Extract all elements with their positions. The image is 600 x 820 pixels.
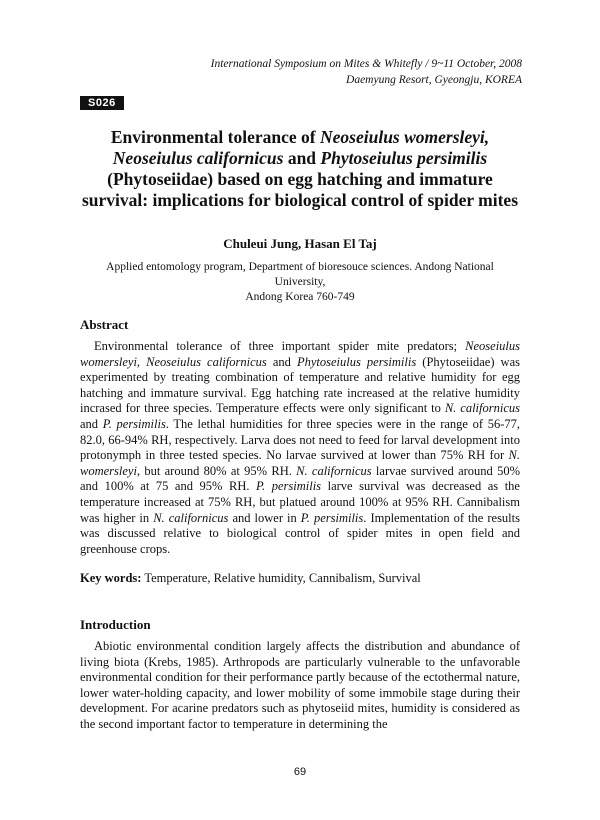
session-tag: S026 xyxy=(80,96,124,110)
title-species-1: Neoseiulus womersleyi, xyxy=(320,127,490,147)
abstract-text: and lower in xyxy=(228,510,301,525)
abstract-species: P. persimilis xyxy=(102,416,166,431)
abstract-text: (Phytoseiidae) was experimented by treating combination of temperature and relative humidity for egg hatching and immature survival. Egg hatching rate increased at the relative humidity incrased for three species. Temperature effects were only significant to xyxy=(80,354,520,416)
abstract-species: P. persimilis xyxy=(300,510,364,525)
abstract-species: N. californicus xyxy=(153,510,229,525)
introduction-body: Abiotic environmental condition largely affects the distribution and abundance of living biota (Krebs, 1985). Arthropods are particularly vulnerable to the unfavorable environmental condition for their performance partly because of the ectothermal nature, lower water-holding capacity, and lower mobility of some immobile stage during their development. For acarine predators such as phytoseiid mites, humidity is considered as the second important factor to temperature in determining the xyxy=(80,639,520,731)
abstract-species: N. californicus xyxy=(444,401,520,416)
abstract-text: Environmental tolerance of three important spider mite predators; xyxy=(94,339,466,353)
title-text: Environmental tolerance of xyxy=(110,127,320,147)
abstract-body xyxy=(80,339,520,557)
abstract-text: and xyxy=(80,416,103,431)
authors: Chuleui Jung, Hasan El Taj xyxy=(223,236,377,251)
page-number: 69 xyxy=(293,766,307,778)
abstract-text: . Implementation of the results was discussed relative to biological control of spider mites in open field and greenhouse crops. xyxy=(80,510,520,556)
introduction-heading: Introduction xyxy=(80,617,151,632)
abstract-species: P. persimilis xyxy=(256,479,322,494)
affiliation xyxy=(80,260,520,305)
running-header xyxy=(211,56,522,88)
affiliation-line-1: Applied entomology program, Department of bioresouce sciences. Andong National University, xyxy=(106,261,494,288)
title-species-3: Phytoseiulus persimilis xyxy=(320,148,488,168)
abstract-text: larve survival was decreased as the temperature increased at 75% RH, but platued around 100% at 95% RH. Cannibalism was higher in xyxy=(80,479,520,525)
keywords xyxy=(80,571,421,586)
abstract-text: , but around 80% at 95% RH. xyxy=(136,463,297,478)
abstract-text: and xyxy=(266,354,297,369)
abstract-text: larvae survived around 50% and 100% at 75 and 95% RH. xyxy=(80,463,520,494)
abstract-species: N. womersleyi xyxy=(80,448,520,478)
header-line-2: Daemyung Resort, Gyeongju, KOREA xyxy=(346,74,522,86)
keywords-text: Temperature, Relative humidity, Cannibalism, Survival xyxy=(141,571,421,585)
abstract-text: . The lethal humidities for three species were in the range of 56-77, 82.0, 66-94% RH, respectively. Larva does not need to feed for larval development into protonymph in three tested species. No larvae survived at lower than 75% RH for xyxy=(80,416,520,463)
header-line-1: International Symposium on Mites & Whitefly / 9~11 October, 2008 xyxy=(210,58,522,70)
abstract-species: Neoseiulus womersleyi, Neoseiulus californicus xyxy=(80,339,520,369)
abstract-heading: Abstract xyxy=(80,317,129,332)
title-rest: (Phytoseiidae) based on egg hatching and immature survival: implications for biological control of spider mites xyxy=(81,169,519,210)
title-conjunction: and xyxy=(283,148,321,168)
abstract-species: Phytoseiulus persimilis xyxy=(296,354,417,369)
keywords-label: Key words: xyxy=(80,571,142,585)
title-species-2: Neoseiulus californicus xyxy=(112,148,284,168)
affiliation-line-2: Andong Korea 760-749 xyxy=(245,291,355,303)
abstract-species: N. californicus xyxy=(296,463,372,478)
paper-title xyxy=(80,127,520,211)
